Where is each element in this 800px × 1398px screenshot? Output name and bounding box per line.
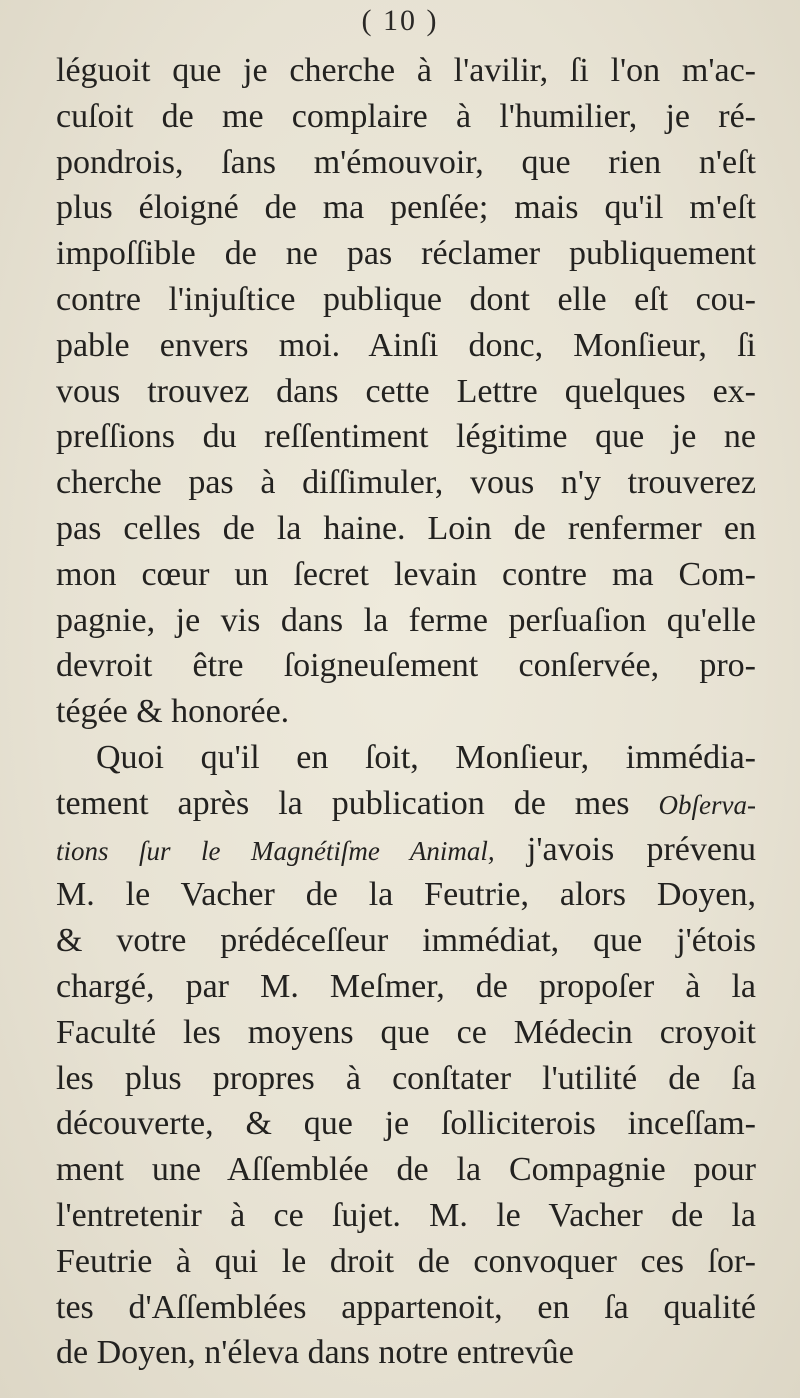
text-line: impoſſible de ne pas réclamer publiquement	[56, 235, 756, 273]
text-line: Feutrie à qui le droit de convoquer ces ſor-	[56, 1242, 756, 1280]
text-line: tégée & honorée.	[56, 693, 290, 731]
text-run: j'avois prévenu	[526, 830, 756, 868]
text-line: découverte, & que je ſolliciterois inceſſam-	[56, 1105, 756, 1143]
text-line: pas celles de la haine. Loin de renfermer en	[56, 509, 756, 547]
text-line	[56, 781, 756, 827]
text-line: devroit être ſoigneuſement conſervée, pro-	[56, 647, 756, 685]
text-line: ment une Aſſemblée de la Compagnie pour	[56, 1151, 756, 1189]
text-line: Faculté les moyens que ce Médecin croyoit	[56, 1013, 756, 1051]
text-line: vous trouvez dans cette Lettre quelques ex-	[56, 372, 756, 410]
text-line: de Doyen, n'éleva dans notre entrevûe	[56, 1334, 574, 1372]
text-line: léguoit que je cherche à l'avilir, ſi l'on m'ac-	[56, 52, 756, 89]
text-line: cuſoit de me complaire à l'humilier, je ré-	[56, 97, 756, 135]
text-line: plus éloigné de ma penſée; mais qu'il m'eſt	[56, 189, 756, 227]
text-line: & votre prédéceſſeur immédiat, que j'étois	[56, 922, 756, 960]
text-line: pable envers moi. Ainſi donc, Monſieur, ſi	[56, 326, 756, 364]
text-line: les plus propres à conſtater l'utilité de ſa	[56, 1059, 756, 1097]
text-line: chargé, par M. Meſmer, de propoſer à la	[56, 967, 756, 1005]
italic-title: tions ſur le Magnétiſme Animal,	[56, 835, 495, 866]
body-text	[56, 48, 756, 1376]
text-line: Quoi qu'il en ſoit, Monſieur, immédia-	[96, 738, 756, 776]
italic-title: Obſerva-	[658, 789, 756, 820]
text-line: cherche pas à diſſimuler, vous n'y trouverez	[56, 464, 756, 502]
text-line: contre l'injuſtice publique dont elle eſt cou-	[56, 280, 756, 318]
text-line	[56, 827, 756, 873]
text-run: tement après la publication de mes	[56, 784, 630, 822]
text-line: l'entretenir à ce ſujet. M. le Vacher de la	[56, 1196, 756, 1234]
text-line: pagnie, je vis dans la ferme perſuaſion qu'elle	[56, 601, 756, 639]
page-number: ( 10 )	[361, 4, 439, 37]
text-line: preſſions du reſſentiment légitime que je ne	[56, 418, 756, 456]
text-line: tes d'Aſſemblées appartenoit, en ſa qualité	[56, 1288, 756, 1326]
text-line: mon cœur un ſecret levain contre ma Com-	[56, 555, 756, 593]
text-line: M. le Vacher de la Feutrie, alors Doyen,	[56, 876, 756, 914]
text-line: pondrois, ſans m'émouvoir, que rien n'eſt	[56, 143, 756, 181]
